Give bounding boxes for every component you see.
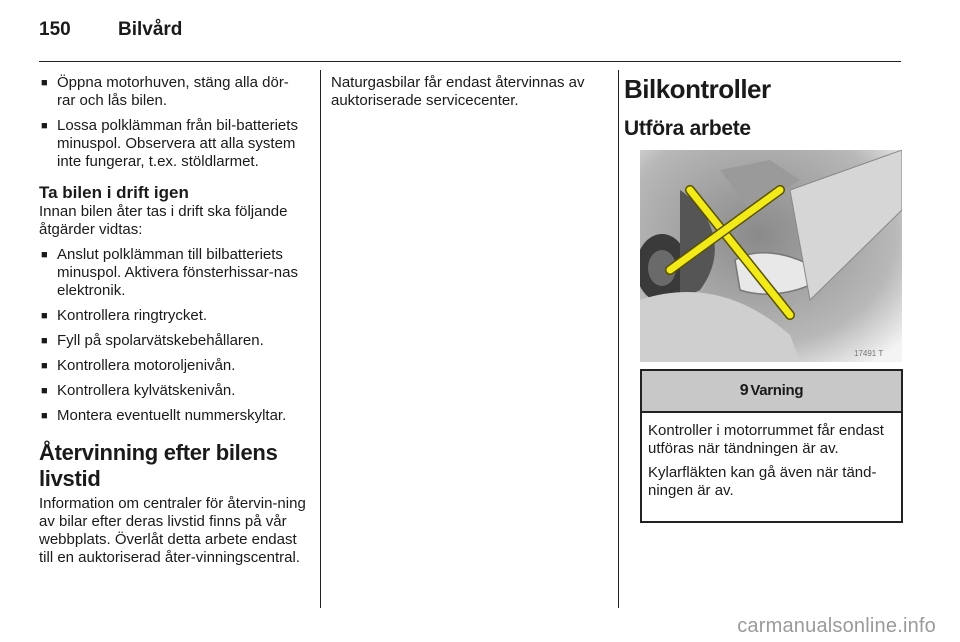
column-middle [331, 74, 599, 117]
column-right [624, 74, 902, 142]
recycling-text: Information om centraler för återvin-ning av bilar efter deras livstid finns på vår webbplats. Överlåt detta arbete endast till en auktoriserad åter-vinningscentral. [39, 495, 306, 566]
warning-icon: 9 [739, 382, 749, 399]
watermark: carmanualsonline.info [737, 615, 936, 637]
prep-list [39, 74, 307, 171]
list-item: ■ Anslut polklämman till bilbatteriets minuspol. Aktivera fönsterhissar-nas elektronik. [39, 246, 307, 300]
list-item: ■ Fyll på spolarvätskebehållaren. [39, 332, 307, 350]
engine-bay-illustration [640, 150, 902, 362]
warning-paragraph: Kontroller i motorrummet får endast utföras när tändningen är av. [648, 422, 884, 457]
header-rule [39, 61, 901, 62]
section-heading-checks: Bilkontroller [624, 74, 771, 104]
chapter-title: Bilvård [118, 19, 183, 40]
section-title-recycling: Återvinning efter bilens livstid [39, 440, 278, 491]
warning-body [642, 413, 901, 500]
image-code: 17491 T [854, 349, 884, 358]
page-number: 150 [39, 19, 71, 40]
recommission-list [39, 246, 307, 425]
list-item: ■ Kontrollera kylvätskenivån. [39, 382, 307, 400]
section-subheading-work: Utföra arbete [624, 117, 751, 140]
column-divider-1 [320, 70, 321, 608]
cng-text: Naturgasbilar får endast återvinnas av auktoriserade servicecenter. [331, 74, 585, 109]
list-item: ■ Kontrollera ringtrycket. [39, 307, 307, 325]
column-divider-2 [618, 70, 619, 608]
section-title-recommission: Ta bilen i drift igen [39, 183, 189, 202]
column-left [39, 74, 307, 574]
list-item: ■ Lossa polklämman från bil-batteriets minuspol. Observera att alla system inte fungerar, t.ex. stöldlarmet. [39, 117, 307, 171]
list-item: ■ Öppna motorhuven, stäng alla dör-rar och lås bilen. [39, 74, 307, 110]
list-item: ■ Montera eventuellt nummerskyltar. [39, 407, 307, 425]
list-item: ■ Kontrollera motoroljenivån. [39, 357, 307, 375]
section-intro: Innan bilen åter tas i drift ska följande åtgärder vidtas: [39, 203, 288, 238]
warning-title: Varning [750, 382, 804, 399]
warning-header [642, 371, 901, 413]
warning-box [640, 369, 903, 523]
warning-paragraph: Kylarfläkten kan gå även när tänd-ningen är av. [648, 464, 877, 499]
